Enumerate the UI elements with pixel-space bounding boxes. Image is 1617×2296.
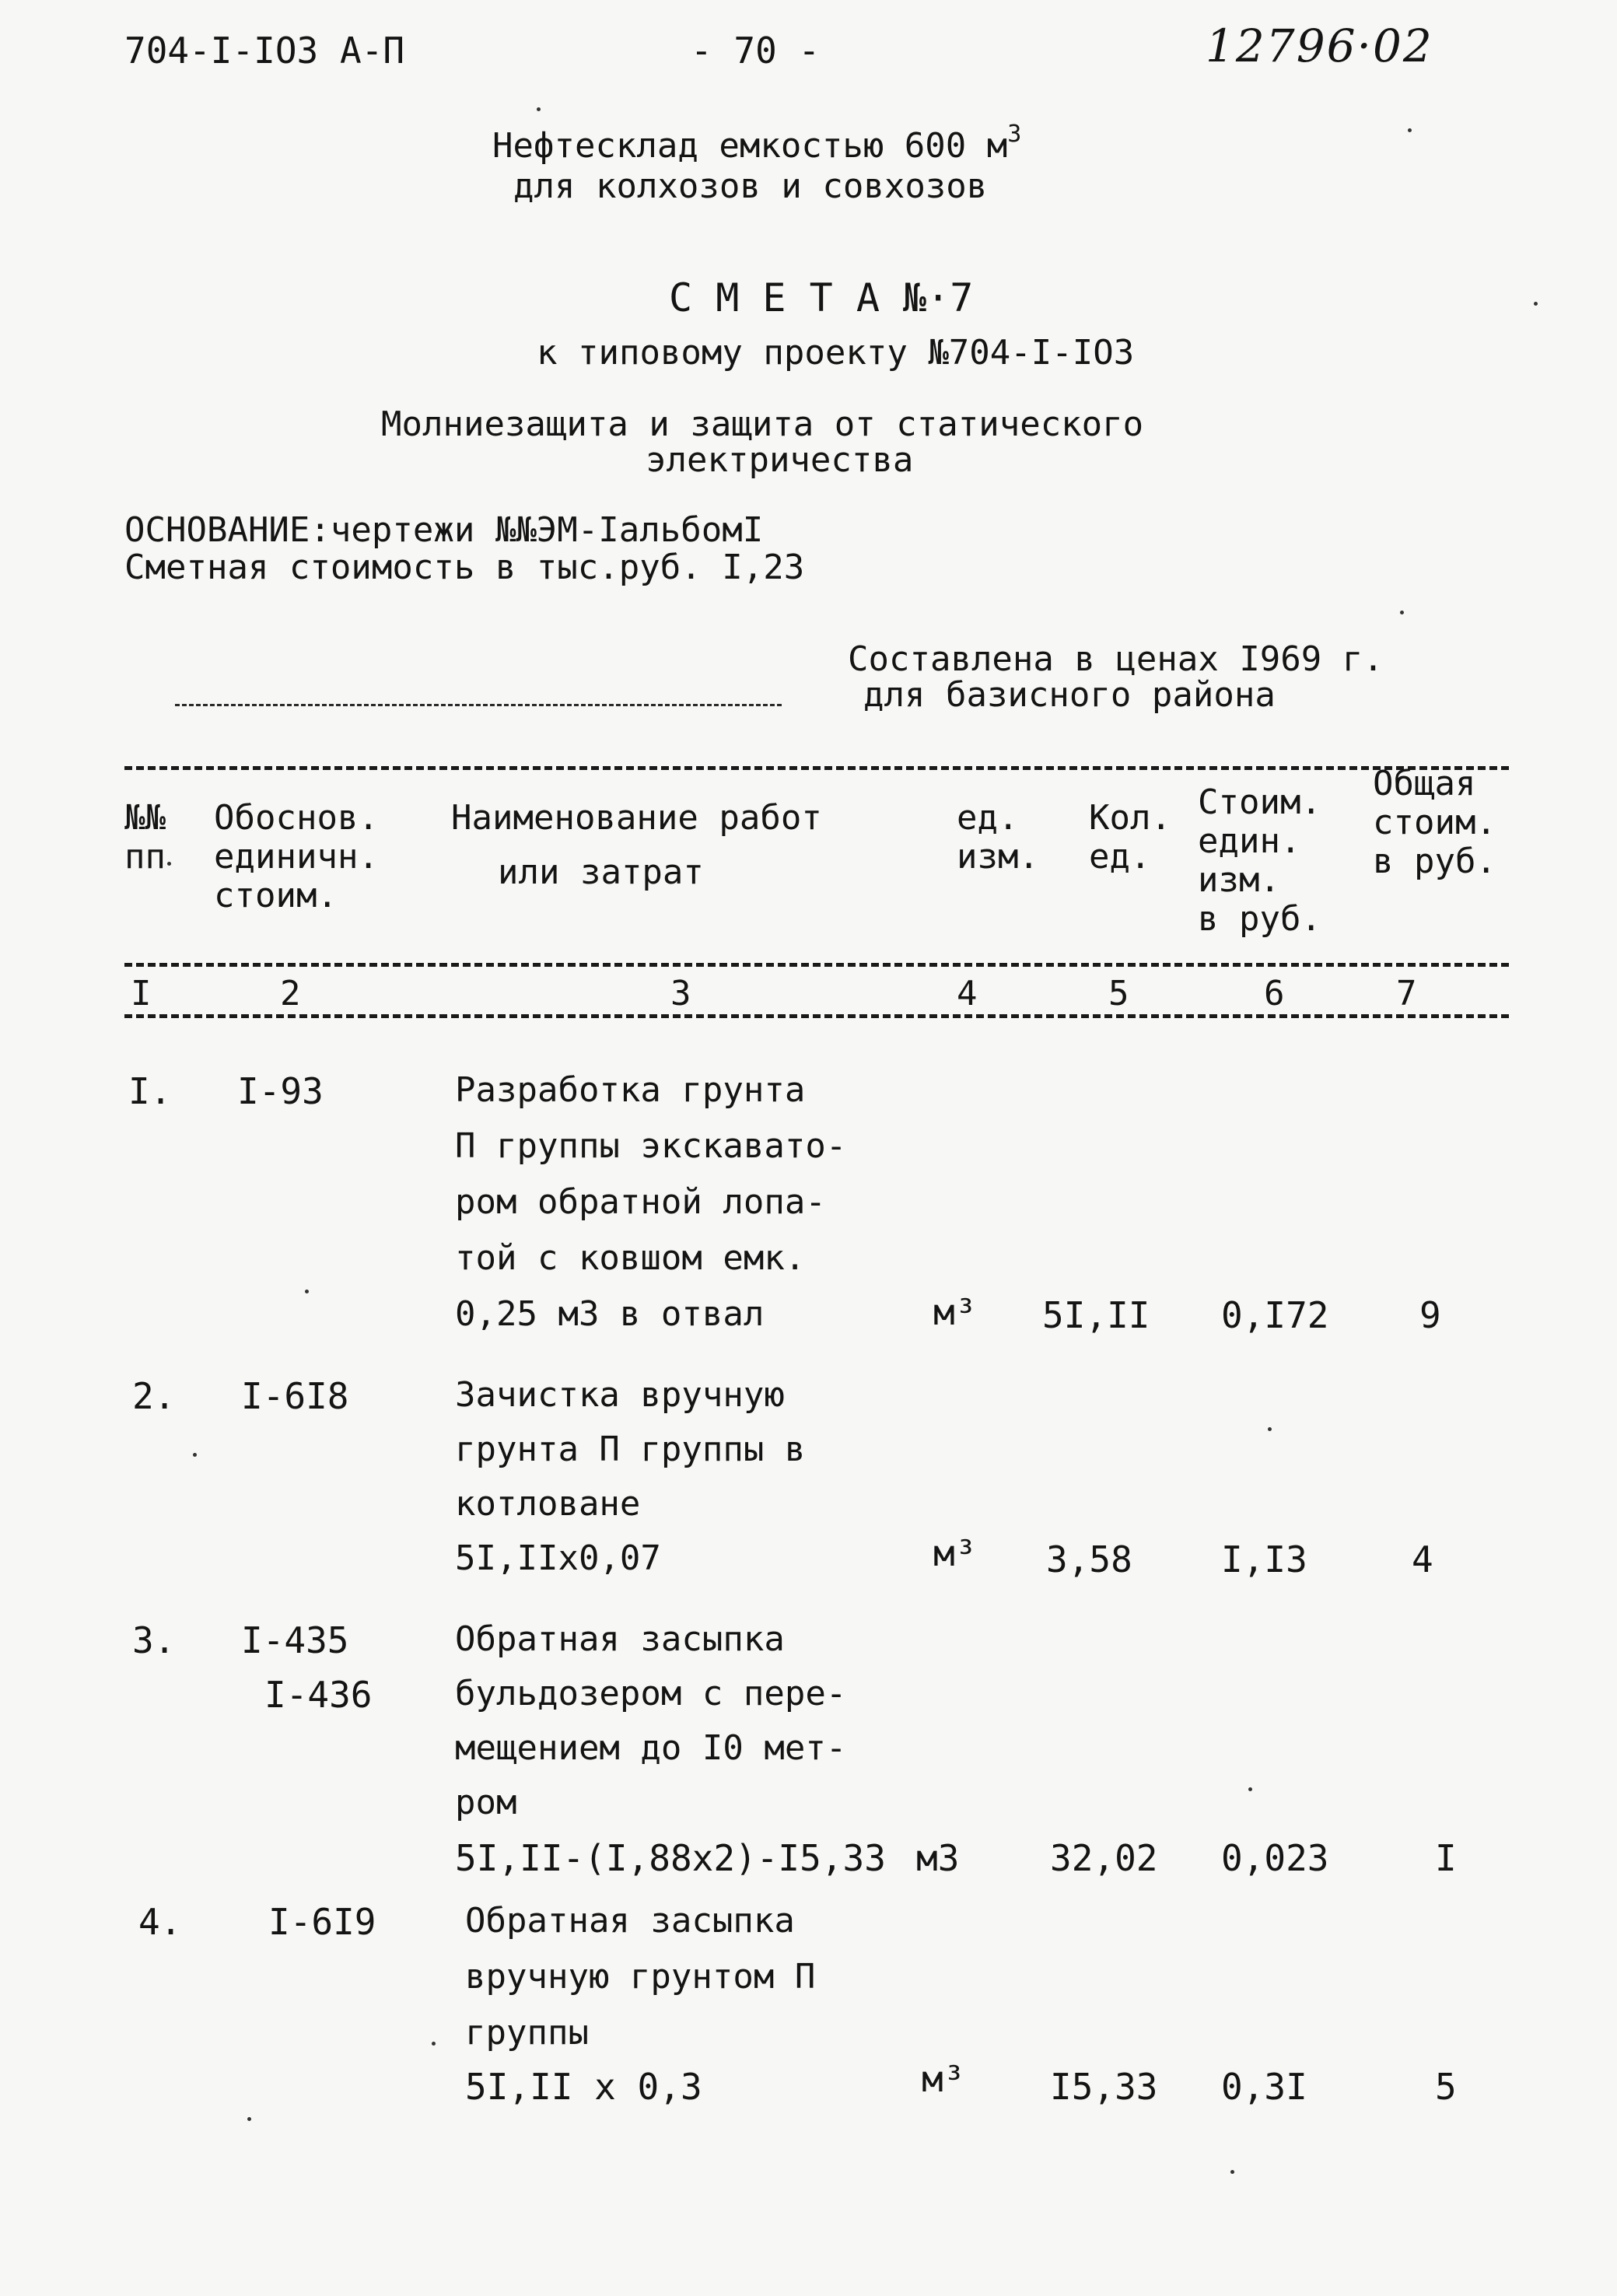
scan-speck [537, 107, 541, 111]
header-name-2: или затрат [498, 852, 704, 892]
basis-line: ОСНОВАНИЕ:чертежи №№ЭМ-IальбомI [124, 510, 764, 550]
row-quantity: I5,33 [1050, 2066, 1158, 2108]
smeta-title: С М Е Т А №·7 [669, 275, 974, 320]
title-line-2: для колхозов и совхозов [513, 166, 988, 206]
row-total: I [1435, 1837, 1457, 1879]
row-name-line: 5I,IIх0,07 [455, 1538, 661, 1578]
faint-divider [175, 704, 782, 706]
handwritten-number: 12796·02 [1206, 19, 1433, 72]
prices-line-2: для базисного района [863, 675, 1276, 715]
row-number: 4. [138, 1901, 182, 1943]
scan-speck [432, 2042, 436, 2046]
estimated-cost-line: Сметная стоимость в тыс.руб. I,23 [124, 548, 805, 587]
scan-speck [305, 1290, 309, 1293]
row-basis: I-93 [237, 1070, 324, 1112]
row-name-line: Обратная засыпка [455, 1619, 785, 1659]
scan-speck [1248, 1787, 1252, 1791]
col-number-3: 3 [670, 974, 691, 1013]
header-unitcost-1: Стоим. [1198, 782, 1321, 822]
col-number-2: 2 [280, 974, 301, 1013]
row-name-line: той с ковшом емк. [455, 1238, 806, 1278]
col-number-7: 7 [1396, 974, 1417, 1013]
row-number: I. [128, 1070, 172, 1112]
prices-line-1: Составлена в ценах I969 г. [848, 639, 1384, 679]
row-basis-2: I-436 [264, 1674, 373, 1716]
header-unitcost-4: в руб. [1198, 899, 1321, 939]
page-number: - 70 - [691, 30, 821, 72]
header-basis-3: стоим. [214, 876, 338, 915]
row-name-line: котловане [455, 1484, 641, 1524]
superscript: 3 [1007, 121, 1022, 148]
header-qty-2: ед. [1089, 837, 1151, 877]
scan-speck [1408, 128, 1412, 132]
header-num-1: №№ [124, 798, 166, 838]
row-name-line: ром [455, 1783, 517, 1822]
row-unit: м³ [922, 2058, 965, 2100]
row-name-line: 5I,II-(I,88х2)-I5,33 [455, 1837, 886, 1879]
row-total: 5 [1435, 2066, 1457, 2108]
header-total-3: в руб. [1373, 842, 1496, 881]
row-number: 2. [132, 1375, 176, 1417]
header-basis-2: единичн. [214, 837, 379, 877]
header-total-2: стоим. [1373, 803, 1496, 842]
row-quantity: 3,58 [1046, 1538, 1132, 1580]
scan-speck [193, 1453, 197, 1457]
header-unit-2: изм. [957, 837, 1039, 877]
row-total: 9 [1419, 1294, 1441, 1336]
column-numbers-rule [124, 1014, 1509, 1018]
scan-speck [1230, 2170, 1234, 2174]
row-name-line: мещением до I0 мет- [455, 1728, 847, 1768]
row-quantity: 5I,II [1042, 1294, 1150, 1336]
table-top-rule [124, 766, 1509, 770]
header-unitcost-3: изм. [1198, 860, 1280, 900]
col-number-1: I [131, 974, 152, 1013]
subject-line-2: электричества [646, 440, 914, 480]
header-unitcost-2: един. [1198, 821, 1301, 861]
subject-line-1: Молниезащита и защита от статического [381, 404, 1144, 444]
row-name-line: 5I,II х 0,3 [465, 2066, 702, 2108]
row-basis: I-435 [241, 1619, 349, 1661]
row-unit-cost: 0,023 [1221, 1837, 1329, 1879]
row-unit: м³ [933, 1291, 977, 1333]
header-bottom-rule [124, 963, 1509, 967]
row-name-line: группы [465, 2013, 589, 2053]
row-total: 4 [1412, 1538, 1433, 1580]
project-reference: к типовому проекту №704-I-IO3 [537, 333, 1135, 373]
scan-speck [1534, 302, 1538, 306]
row-basis: I-6I8 [241, 1375, 349, 1417]
scan-speck [1400, 611, 1404, 614]
header-basis-1: Обоснов. [214, 798, 379, 838]
header-qty-1: Кол. [1089, 798, 1171, 838]
scan-speck [167, 862, 171, 866]
document-code: 704-I-IO3 А-П [124, 30, 405, 72]
row-quantity: 32,02 [1050, 1837, 1158, 1879]
header-name-1: Наименование работ [451, 798, 822, 838]
row-name-line: 0,25 м3 в отвал [455, 1294, 765, 1334]
row-name-line: Обратная засыпка [465, 1901, 795, 1941]
row-basis: I-6I9 [268, 1901, 376, 1943]
row-name-line: Разработка грунта [455, 1070, 806, 1110]
row-name-line: ром обратной лопа- [455, 1182, 826, 1222]
row-name-line: П группы экскавато- [455, 1126, 847, 1166]
row-unit-cost: 0,3I [1221, 2066, 1307, 2108]
row-unit: м3 [916, 1837, 960, 1879]
col-number-5: 5 [1108, 974, 1129, 1013]
scan-speck [1268, 1427, 1272, 1431]
scan-speck [247, 2117, 251, 2121]
header-unit-1: ед. [957, 798, 1019, 838]
row-unit-cost: 0,I72 [1221, 1294, 1329, 1336]
header-num-2: пп [124, 837, 166, 877]
col-number-6: 6 [1264, 974, 1285, 1013]
title-line-1: Нефтесклад емкостью 600 $м^3$ [492, 121, 1022, 166]
row-number: 3. [132, 1619, 176, 1661]
row-name-line: грунта П группы в [455, 1430, 806, 1469]
row-unit-cost: I,I3 [1221, 1538, 1307, 1580]
header-total-1: Общая [1373, 764, 1476, 803]
row-name-line: вручную грунтом П [465, 1957, 816, 1997]
row-unit: м³ [933, 1532, 977, 1574]
row-name-line: бульдозером с пере- [455, 1674, 847, 1713]
col-number-4: 4 [957, 974, 978, 1013]
row-name-line: Зачистка вручную [455, 1375, 785, 1415]
